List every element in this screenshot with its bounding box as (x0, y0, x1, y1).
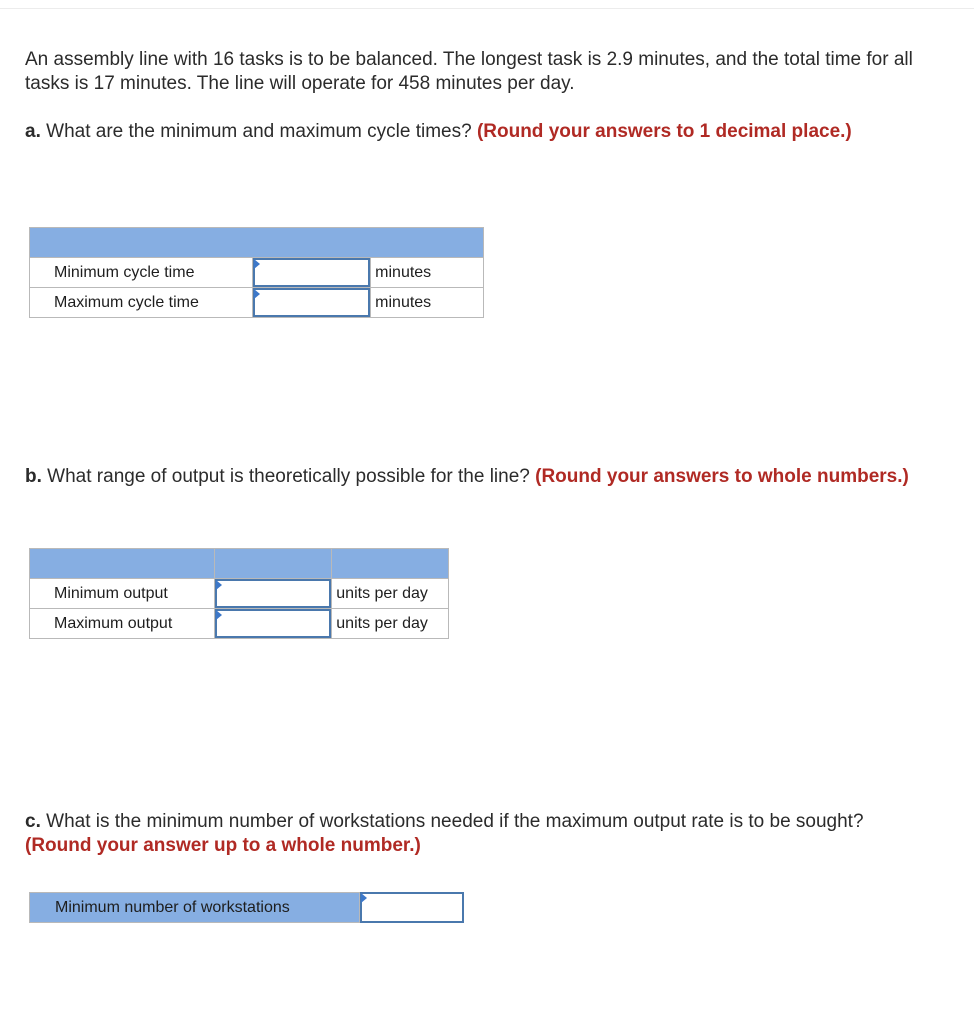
header-cell (214, 549, 332, 579)
question-c-label: c. (25, 811, 41, 832)
min-cycle-time-unit: minutes (371, 258, 484, 288)
max-cycle-time-cell (252, 288, 371, 318)
workstations-answer-row (29, 892, 464, 923)
question-c-text: What is the minimum number of workstations needed if the maximum output rate is to be sought? (40, 811, 864, 832)
max-output-input[interactable] (215, 609, 332, 638)
min-workstations-label: Minimum number of workstations (29, 892, 360, 923)
answer-flag-icon (216, 610, 222, 620)
max-output-cell (214, 609, 332, 639)
max-cycle-time-label: Maximum cycle time (30, 288, 253, 318)
question-a-label: a. (25, 121, 41, 142)
output-range-table-header (30, 549, 449, 579)
answer-flag-icon (361, 893, 367, 903)
header-cell (30, 549, 215, 579)
top-divider (0, 8, 974, 9)
answer-flag-icon (254, 259, 260, 269)
problem-statement-text: An assembly line with 16 tasks is to be balanced. The longest task is 2.9 minutes, and the total time for all tasks is 17 minutes. The line will operate for 458 minutes per day. (25, 49, 913, 94)
question-a-text: What are the minimum and maximum cycle times? (40, 121, 477, 142)
max-cycle-time-input[interactable] (253, 288, 371, 317)
table-row (30, 579, 449, 609)
output-range-table (29, 548, 449, 639)
header-cell (332, 549, 449, 579)
question-c-hint: (Round your answer up to a whole number.) (25, 835, 421, 856)
min-output-cell (214, 579, 332, 609)
min-workstations-cell (360, 892, 464, 923)
problem-statement (25, 48, 925, 96)
min-cycle-time-label: Minimum cycle time (30, 258, 253, 288)
min-output-input[interactable] (215, 579, 332, 608)
question-a-hint: (Round your answers to 1 decimal place.) (476, 121, 852, 142)
min-cycle-time-cell (252, 258, 371, 288)
question-b-label: b. (25, 466, 42, 487)
min-output-label: Minimum output (30, 579, 215, 609)
cycle-time-table (29, 227, 484, 318)
question-b-hint: (Round your answers to whole numbers.) (535, 466, 909, 487)
table-row (30, 288, 484, 318)
question-b (25, 465, 925, 489)
max-output-label: Maximum output (30, 609, 215, 639)
answer-flag-icon (216, 580, 222, 590)
min-cycle-time-input[interactable] (253, 258, 371, 287)
min-workstations-input[interactable] (360, 892, 464, 923)
answer-flag-icon (254, 289, 260, 299)
question-c (25, 810, 925, 858)
table-row (30, 258, 484, 288)
max-output-unit: units per day (332, 609, 449, 639)
question-b-text: What range of output is theoretically possible for the line? (41, 466, 536, 487)
min-output-unit: units per day (332, 579, 449, 609)
max-cycle-time-unit: minutes (371, 288, 484, 318)
cycle-time-table-header (30, 228, 484, 258)
question-a (25, 120, 925, 144)
table-row (30, 609, 449, 639)
header-cell (30, 228, 484, 258)
